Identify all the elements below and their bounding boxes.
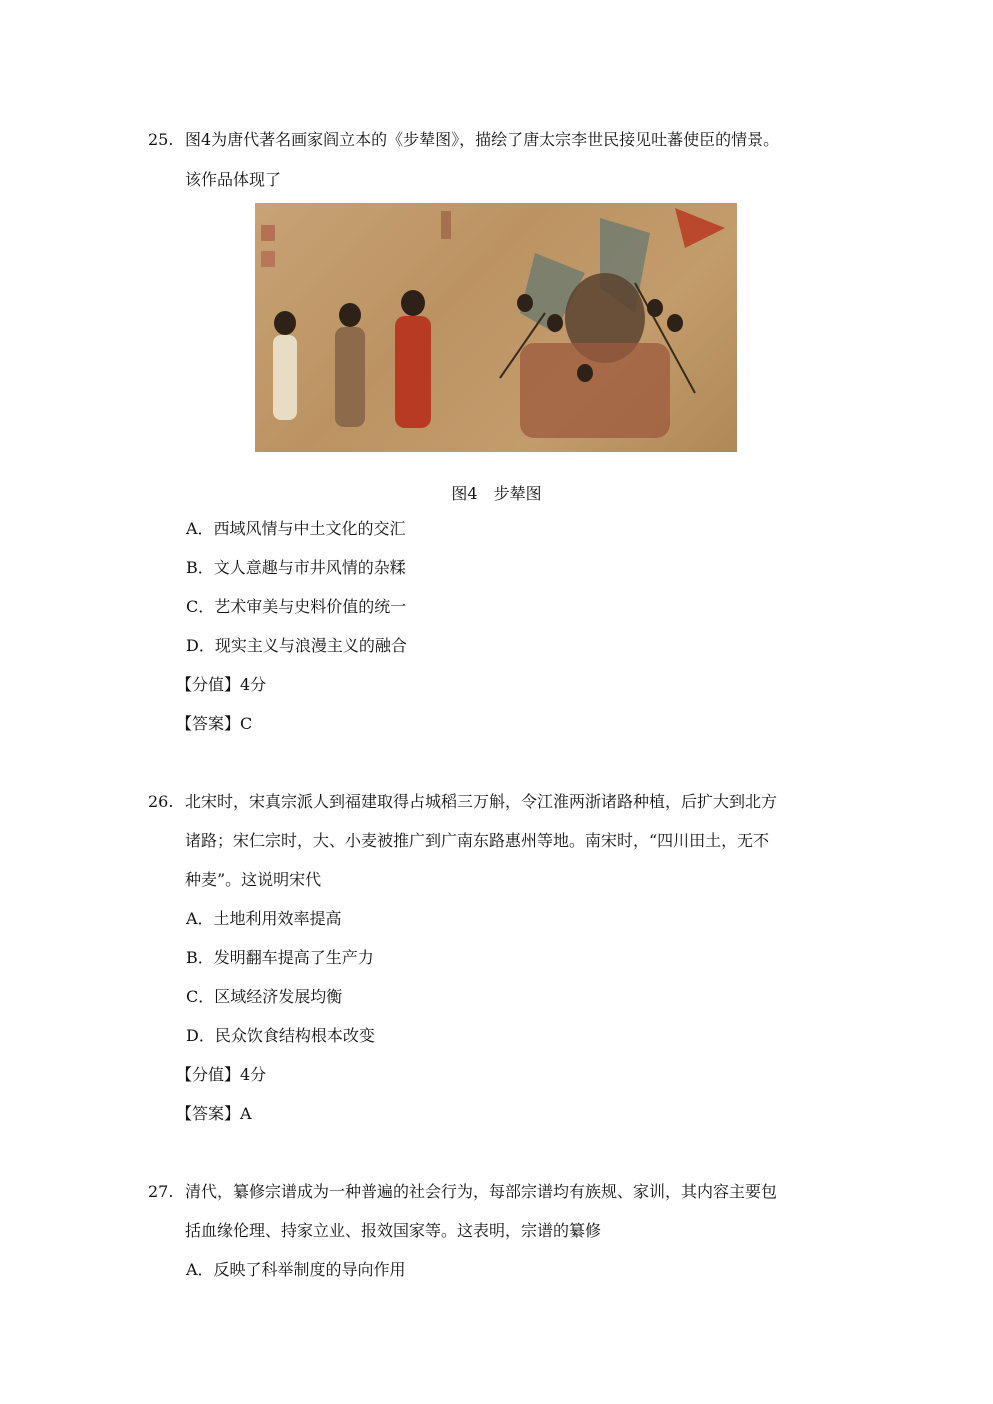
option-c: C．区域经济发展均衡 xyxy=(186,987,343,1006)
option-b: B．发明翻车提高了生产力 xyxy=(186,948,374,967)
option-a: A．反映了科举制度的导向作用 xyxy=(186,1260,406,1279)
question-stem: 图4为唐代著名画家阎立本的《步辇图》，描绘了唐太宗李世民接见吐蕃使臣的情景。 xyxy=(185,130,780,149)
question-stem: 括血缘伦理、持家立业、报效国家等。这表明，宗谱的纂修 xyxy=(185,1221,602,1240)
score-label: 【分值】4分 xyxy=(176,1065,267,1084)
score-label: 【分值】4分 xyxy=(176,675,267,694)
option-d: D．民众饮食结构根本改变 xyxy=(186,1026,375,1045)
question-stem: 诸路；宋仁宗时，大、小麦被推广到广南东路惠州等地。南宋时，“四川田土，无不 xyxy=(185,831,770,850)
question-stem: 北宋时，宋真宗派人到福建取得占城稻三万斛，令江淮两浙诸路种植，后扩大到北方 xyxy=(185,792,778,811)
question-number: 25. xyxy=(148,130,174,149)
question-stem: 该作品体现了 xyxy=(185,170,282,189)
option-a: A．西域风情与中土文化的交汇 xyxy=(186,519,406,538)
painting-image xyxy=(255,203,737,452)
option-c: C．艺术审美与史料价值的统一 xyxy=(186,597,407,616)
question-number: 27. xyxy=(148,1182,174,1201)
option-b: B．文人意趣与市井风情的杂糅 xyxy=(186,558,406,577)
question-stem: 种麦”。这说明宋代 xyxy=(185,870,322,889)
painting-illustration xyxy=(255,203,737,452)
figure-caption: 图4 步辇图 xyxy=(451,484,542,503)
option-d: D．现实主义与浪漫主义的融合 xyxy=(186,636,407,655)
option-a: A．土地利用效率提高 xyxy=(186,909,342,928)
question-stem: 清代，纂修宗谱成为一种普遍的社会行为，每部宗谱均有族规、家训，其内容主要包 xyxy=(185,1182,778,1201)
question-number: 26. xyxy=(148,792,174,811)
answer-label: 【答案】C xyxy=(176,714,253,733)
answer-label: 【答案】A xyxy=(176,1104,252,1123)
